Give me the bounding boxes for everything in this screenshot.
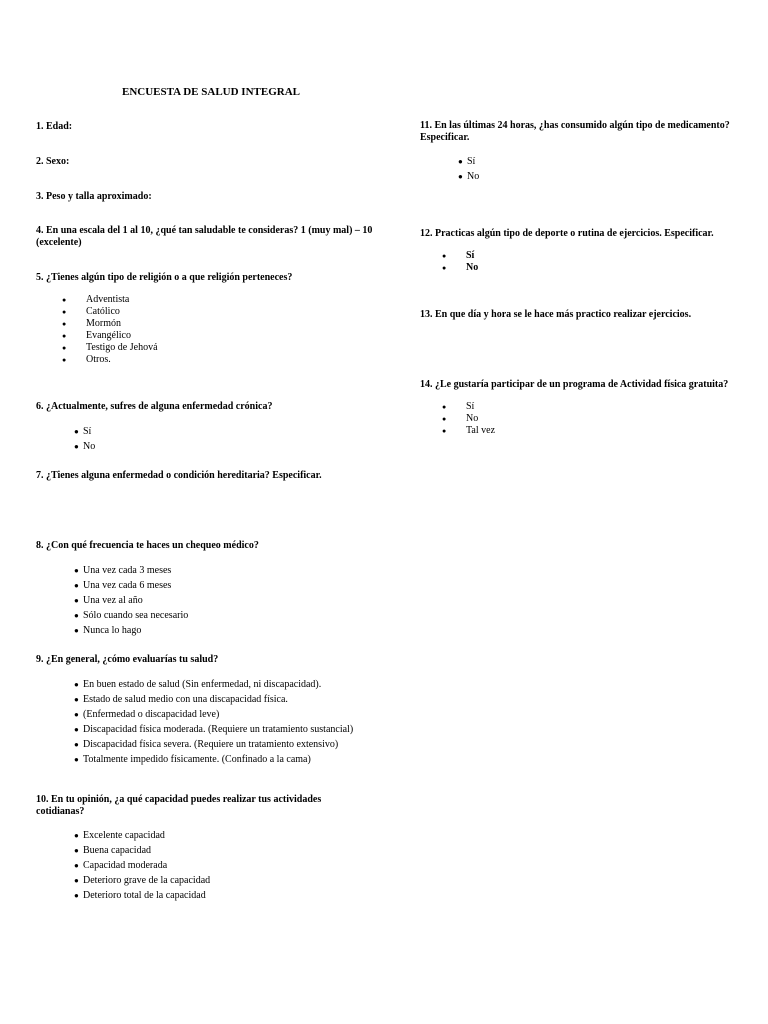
list-item: ● Mormón: [61, 318, 158, 330]
list-item: ● Sí: [441, 250, 478, 262]
list-item: ● Totalmente impedido físicamente. (Confinado a la cama): [74, 752, 353, 767]
question-10-options: [74, 828, 210, 903]
list-item: ● Tal vez: [441, 425, 495, 437]
list-item: ● Estado de salud medio con una discapacidad física.: [74, 692, 353, 707]
question-7: 7. ¿Tienes alguna enfermedad o condición hereditaria? Especificar.: [36, 470, 322, 481]
list-item: ● Excelente capacidad: [74, 828, 210, 843]
list-item: ● Una vez cada 3 meses: [74, 563, 188, 578]
list-item: ● Deterioro grave de la capacidad: [74, 873, 210, 888]
list-item: ● Nunca lo hago: [74, 623, 188, 638]
question-11-options: [458, 154, 479, 184]
question-3: 3. Peso y talla aproximado:: [36, 191, 152, 202]
question-13: 13. En que día y hora se le hace más practico realizar ejercicios.: [420, 309, 692, 320]
list-item: ● No: [458, 169, 479, 184]
list-item: ● Discapacidad física moderada. (Requiere un tratamiento sustancial): [74, 722, 353, 737]
question-14-options: [441, 401, 495, 437]
question-5-options: [61, 294, 158, 366]
question-4: 4. En una escala del 1 al 10, ¿qué tan saludable te consideras? 1 (muy mal) – 10 (excelente): [36, 225, 373, 248]
list-item: ● Testigo de Jehová: [61, 342, 158, 354]
list-item: ● Una vez al año: [74, 593, 188, 608]
question-14: 14. ¿Le gustaría participar de un programa de Actividad física gratuita?: [420, 379, 729, 390]
question-9-options: [74, 677, 353, 767]
question-6-options: [74, 424, 95, 454]
document-title: ENCUESTA DE SALUD INTEGRAL: [122, 86, 300, 98]
list-item: ● (Enfermedad o discapacidad leve): [74, 707, 353, 722]
question-6: 6. ¿Actualmente, sufres de alguna enfermedad crónica?: [36, 401, 273, 412]
list-item: ● Adventista: [61, 294, 158, 306]
list-item: ● Una vez cada 6 meses: [74, 578, 188, 593]
list-item: ● En buen estado de salud (Sin enfermedad, ni discapacidad).: [74, 677, 353, 692]
question-5: 5. ¿Tienes algún tipo de religión o a que religión perteneces?: [36, 272, 293, 283]
list-item: ● Sí: [74, 424, 95, 439]
list-item: ● Evangélico: [61, 330, 158, 342]
list-item: ● Otros.: [61, 354, 158, 366]
question-12-options: [441, 250, 478, 274]
list-item: ● Capacidad moderada: [74, 858, 210, 873]
list-item: ● No: [441, 413, 495, 425]
question-11: 11. En las últimas 24 horas, ¿has consumido algún tipo de medicamento? Especificar.: [420, 120, 730, 143]
question-9: 9. ¿En general, ¿cómo evaluarías tu salud?: [36, 654, 219, 665]
list-item: ● Discapacidad física severa. (Requiere un tratamiento extensivo): [74, 737, 353, 752]
question-1: 1. Edad:: [36, 121, 73, 132]
list-item: ● Sí: [458, 154, 479, 169]
list-item: ● No: [441, 262, 478, 274]
list-item: ● Católico: [61, 306, 158, 318]
question-8-options: [74, 563, 188, 638]
question-12: 12. Practicas algún tipo de deporte o rutina de ejercicios. Especificar.: [420, 228, 714, 239]
question-2: 2. Sexo:: [36, 156, 70, 167]
list-item: ● No: [74, 439, 95, 454]
list-item: ● Sólo cuando sea necesario: [74, 608, 188, 623]
question-8: 8. ¿Con qué frecuencia te haces un chequeo médico?: [36, 540, 259, 551]
list-item: ● Sí: [441, 401, 495, 413]
question-10: 10. En tu opinión, ¿a qué capacidad puedes realizar tus actividades cotidianas?: [36, 794, 322, 817]
list-item: ● Buena capacidad: [74, 843, 210, 858]
list-item: ● Deterioro total de la capacidad: [74, 888, 210, 903]
